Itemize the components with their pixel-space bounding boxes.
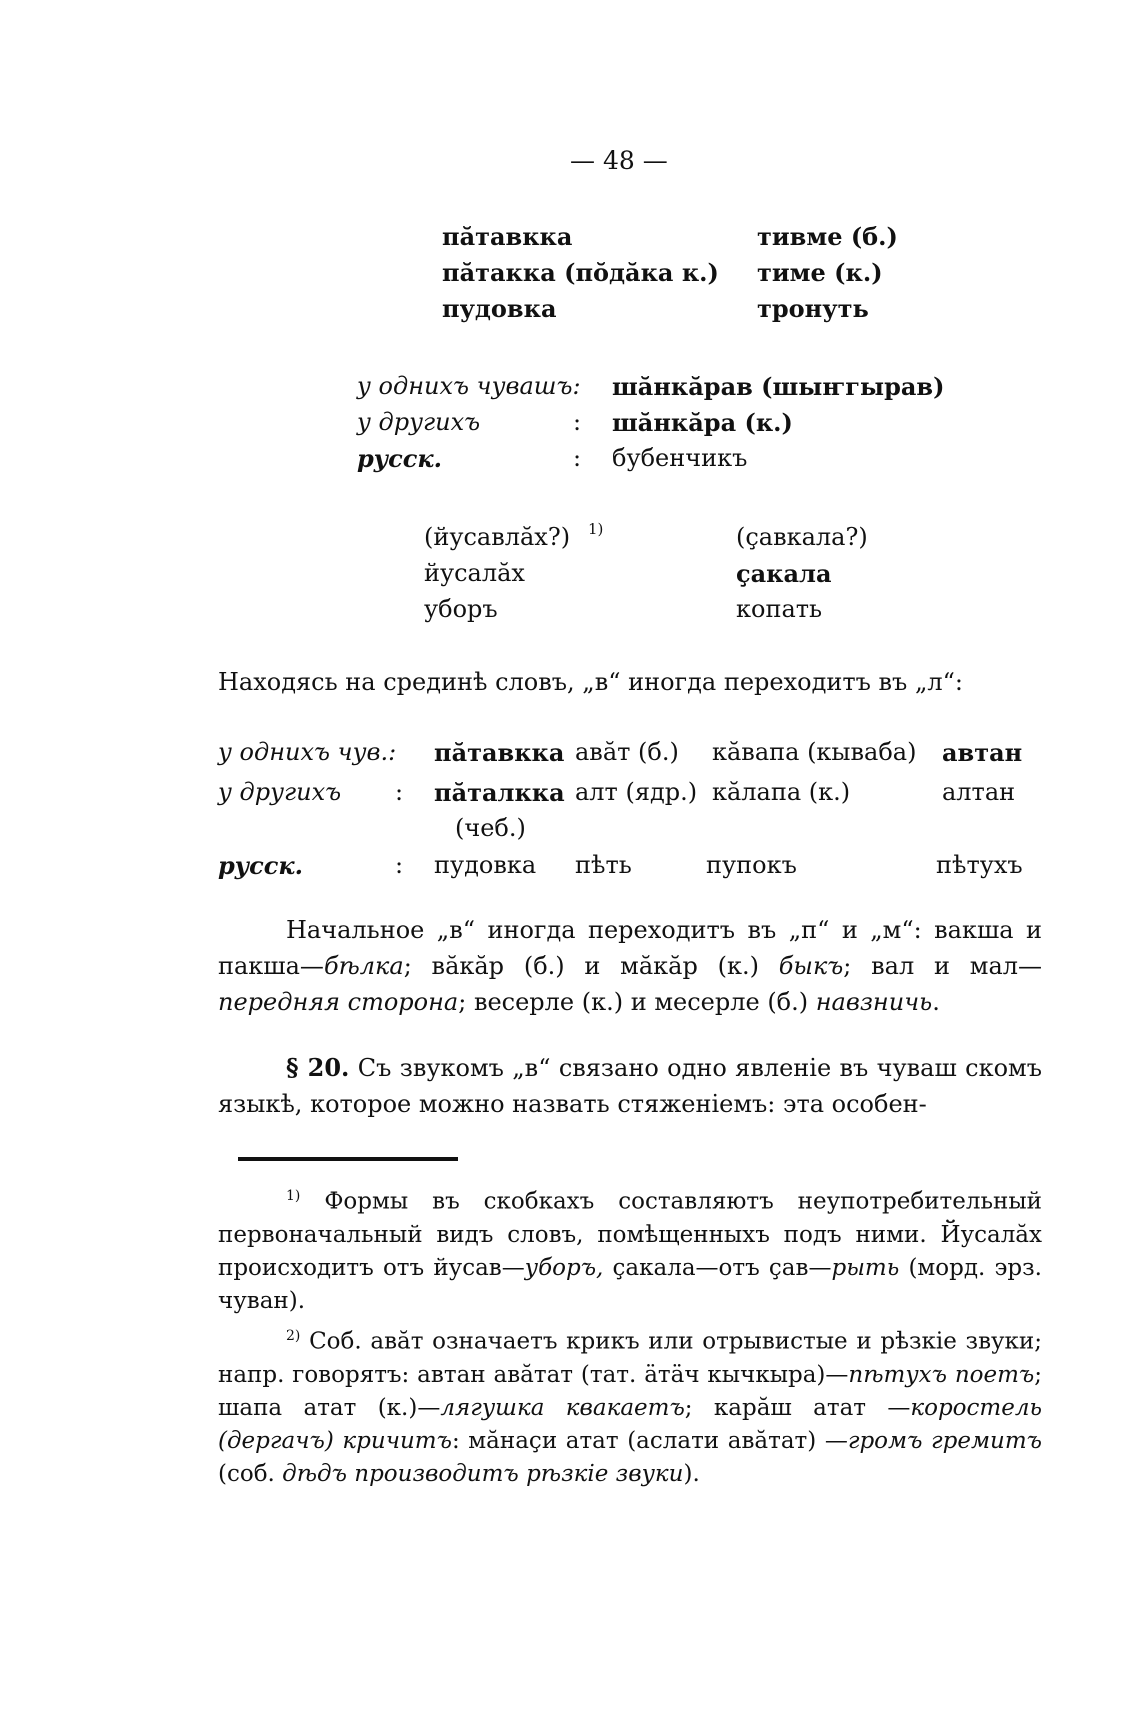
footnote-2-text-2: ; шапа атат (к.)— — [218, 1361, 1042, 1421]
para1-italic-3: передняя сторона — [218, 988, 459, 1016]
footnote-2-italic-3: коростель (дергачъ) кричитъ — [218, 1394, 1042, 1454]
block2-value-2: шăнкăра (к.) — [612, 408, 793, 437]
para1-italic-1: бѣлка — [323, 952, 404, 980]
para1-text-3: ; вал и мал— — [843, 952, 1042, 980]
block1-left-1: пăтавкка — [442, 222, 573, 251]
footnote-2-text-3: ; карăш атат — — [684, 1394, 911, 1421]
footnote-2-italic-4: громъ гремитъ — [847, 1427, 1042, 1454]
table-row-3-c1: (чеб.) — [455, 814, 526, 842]
footnote-divider — [238, 1157, 458, 1161]
block2-value-3: бубенчикъ — [612, 444, 748, 472]
block2-label-1: у однихъ чувашъ: — [357, 372, 581, 400]
block3-right-3: копать — [736, 595, 823, 623]
footnote-1-text-2: ҫакала—отъ ҫав— — [603, 1254, 832, 1281]
block2-label-3: русск. — [357, 444, 442, 473]
para1-text-1: Начальное „в“ иногда переходитъ въ „п“ и „м“: вакша и пакша— — [218, 916, 1042, 980]
block3-left-3: уборъ — [424, 595, 498, 623]
paragraph-initial-v — [218, 912, 1042, 1020]
table-row-4-c1: пудовка — [434, 851, 537, 879]
table-row-2-c4: алтан — [942, 778, 1016, 806]
table-row-2-label: у другихъ — [218, 778, 342, 806]
footnote-2-text-1: Соб. авăт означаетъ крикъ или отрывистые и рѣзкіе звуки; напр. говорятъ: автан авăтат (тат. äтäч кычкыра)— — [218, 1328, 1042, 1388]
table-row-2-sep: : — [395, 778, 404, 806]
block1-right-2: тиме (к.) — [757, 258, 883, 287]
paragraph-section-20 — [218, 1050, 1042, 1122]
para1-text-5: . — [932, 988, 940, 1016]
footnote-1-italic-1: уборъ, — [524, 1254, 604, 1281]
block1-right-1: тивме (б.) — [757, 222, 898, 251]
section-heading: Находясь на срединѣ словъ, „в“ иногда переходитъ въ „л“: — [218, 668, 963, 696]
para1-italic-4: навзничь — [815, 988, 933, 1016]
block3-right-2: ҫакала — [736, 559, 832, 588]
footnote-2-text-4: : мăнаҫи атат (аслати авăтат) — — [451, 1427, 848, 1454]
block3-right-1: (ҫавкала?) — [736, 523, 868, 551]
block2-label-2: у другихъ — [357, 408, 481, 436]
table-row-1-c1: пăтавкка — [434, 738, 565, 767]
footnote-2-text-5: (соб. — [218, 1460, 283, 1487]
block2-sep-3: : — [573, 444, 582, 472]
footnote-2-text-6: ). — [683, 1460, 700, 1487]
footnote-2-italic-5: дѣдъ производитъ рѣзкіе звуки — [282, 1460, 684, 1487]
table-row-1-c3: кăвапа (кываба) — [712, 738, 917, 766]
para1-text-4: ; весерле (к.) и месерле (б.) — [458, 988, 816, 1016]
footnote-2-mark: 2) — [286, 1328, 301, 1344]
block1-left-2: пăтакка (пŏдăка к.) — [442, 258, 719, 287]
footnote-2-italic-1: пѣтухъ поетъ — [848, 1361, 1035, 1388]
block3-footnote-mark: 1) — [588, 520, 604, 538]
footnote-1-text-3: (морд. эрз. чуван). — [218, 1254, 1042, 1314]
footnote-1 — [218, 1180, 1042, 1318]
table-row-2-c3: кăлапа (к.) — [712, 778, 851, 806]
table-row-4-c4: пѣтухъ — [936, 851, 1023, 879]
table-row-2-c2: алт (ядр.) — [575, 778, 698, 806]
table-row-2-c1: пăталкка — [434, 778, 565, 807]
block3-left-2: йусалăх — [424, 559, 525, 587]
block1-right-3: тронуть — [757, 294, 869, 323]
para1-italic-2: быкъ — [778, 952, 844, 980]
footnote-1-text-1: Формы въ скобкахъ составляютъ неупотребительный первоначальный видъ словъ, помѣщенныхъ подъ ними. Йусалăх происходитъ отъ йусав— — [218, 1188, 1042, 1281]
table-row-1-label: у однихъ чув.: — [218, 738, 397, 766]
para1-text-2: ; вăкăр (б.) и мăкăр (к.) — [403, 952, 779, 980]
block2-sep-2: : — [573, 408, 582, 436]
table-row-4-c2: пѣть — [575, 851, 632, 879]
table-row-4-c3: пупокъ — [706, 851, 797, 879]
footnote-2-italic-2: лягушка квакаетъ — [440, 1394, 685, 1421]
block1-left-3: пудовка — [442, 294, 557, 323]
section-20-number: § 20. — [286, 1053, 350, 1082]
footnote-1-mark: 1) — [286, 1188, 301, 1204]
para2-text: Съ звукомъ „в“ связано одно явленіе въ чуваш скомъ языкѣ, которое можно назвать стяженіемъ: эта особен- — [218, 1054, 1042, 1118]
table-row-1-c4: автан — [942, 738, 1023, 767]
block3-left-1: (йусавлăх?) — [424, 523, 571, 551]
footnote-1-italic-2: рыть — [831, 1254, 900, 1281]
table-row-4-sep: : — [395, 851, 404, 879]
block2-value-1: шăнкăрав (шыҥгырав) — [612, 372, 945, 401]
footnote-2 — [218, 1320, 1042, 1491]
table-row-4-label: русск. — [218, 851, 303, 880]
table-row-1-c2: авăт (б.) — [575, 738, 679, 766]
page-number: — 48 — — [570, 146, 668, 175]
